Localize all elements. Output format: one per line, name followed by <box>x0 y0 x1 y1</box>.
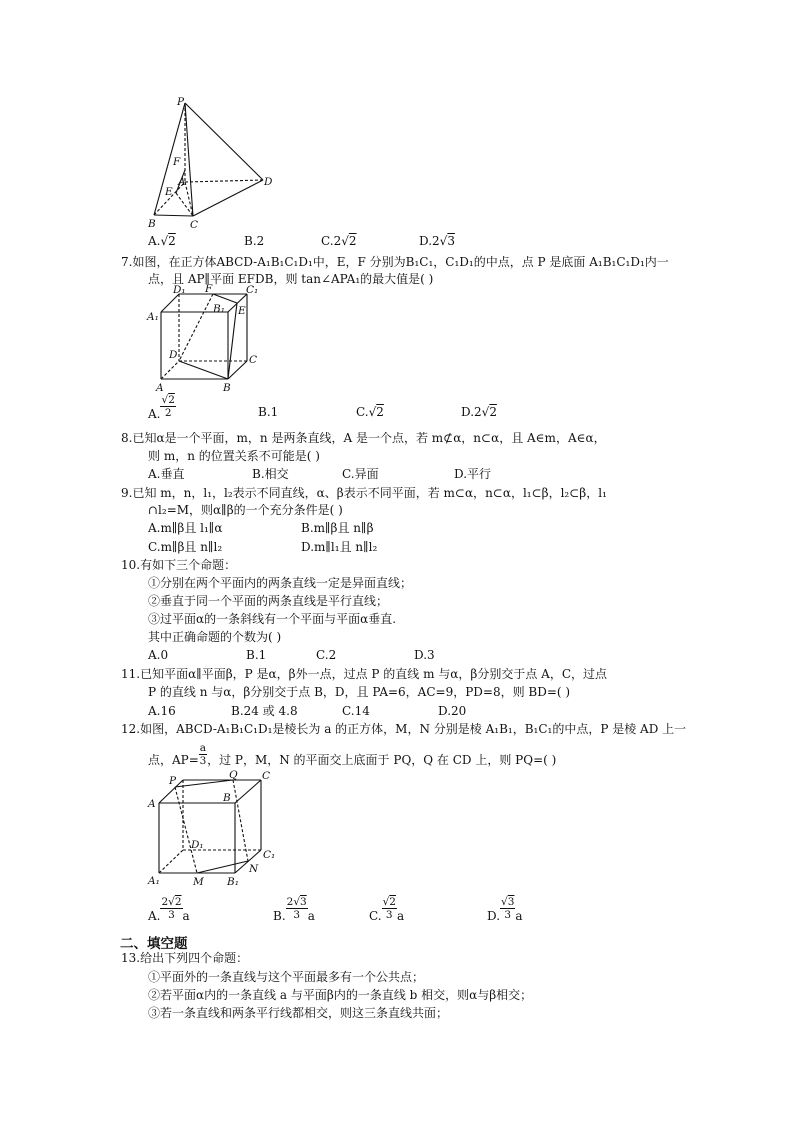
q13-item2: ②若平面α内的一条直线 a 与平面β内的一条直线 b 相交，则α与β相交； <box>148 988 533 1002</box>
svg-text:D: D <box>264 176 273 188</box>
q8-option-b[interactable]: B.相交 <box>252 467 289 481</box>
svg-text:D₁: D₁ <box>191 839 204 851</box>
q7-option-b[interactable]: B.1 <box>258 405 279 419</box>
q9-option-a[interactable]: A.m∥β且 l₁∥α <box>148 521 223 535</box>
q11-option-c[interactable]: C.14 <box>342 704 370 718</box>
q9-option-c[interactable]: C.m∥β且 n∥l₂ <box>148 540 223 554</box>
section-heading-fill-in: 二、填空题 <box>120 936 188 952</box>
q6-option-b[interactable]: B.2 <box>244 234 265 248</box>
svg-text:Q: Q <box>229 770 238 781</box>
svg-text:A: A <box>156 382 164 394</box>
q6-option-a[interactable]: A.√2 <box>148 234 176 248</box>
svg-text:D₁: D₁ <box>173 284 186 296</box>
q10-prompt: 其中正确命题的个数为( ) <box>148 630 282 644</box>
svg-text:C₁: C₁ <box>246 284 259 296</box>
q7-option-a[interactable]: A. $\frac{√2}{2}$ <box>148 394 175 421</box>
svg-text:F: F <box>205 284 213 295</box>
q10-option-c[interactable]: C.2 <box>316 648 337 662</box>
q8-options <box>148 467 492 481</box>
svg-text:B₁: B₁ <box>213 303 225 315</box>
q7-option-c[interactable]: C.√2 <box>356 405 384 419</box>
svg-text:C₁: C₁ <box>263 849 276 861</box>
q12-option-c[interactable]: C. $\frac{√2}{3}$ a <box>369 896 405 923</box>
q8-line1: 8.已知α是一个平面，m，n 是两条直线，A 是一个点，若 m⊄α，n⊂α，且 A∈m，A∈α， <box>121 431 606 445</box>
q12-line1: 12.如图，ABCD-A₁B₁C₁D₁是棱长为 a 的正方体，M，N 分别是棱 A₁B₁，B₁C₁的中点，P 是棱 AD 上一 <box>121 722 687 736</box>
q6-options <box>148 234 455 248</box>
svg-text:A₁: A₁ <box>147 311 159 323</box>
q9-line2: ∩l₂=M，则α∥β的一个充分条件是( ) <box>148 503 343 517</box>
q10-option-a[interactable]: A.0 <box>148 648 169 662</box>
svg-text:P: P <box>169 775 177 787</box>
svg-text:A: A <box>148 798 156 810</box>
svg-text:P: P <box>177 96 185 108</box>
q13-item3: ③若一条直线和两条平行线都相交，则这三条直线共面； <box>148 1006 449 1020</box>
svg-text:A: A <box>178 176 186 188</box>
svg-text:A₁: A₁ <box>148 875 160 887</box>
svg-text:C: C <box>249 354 258 366</box>
q8-option-d[interactable]: D.平行 <box>454 467 492 481</box>
q13-line1: 13.给出下列四个命题： <box>121 951 249 965</box>
q9-option-b[interactable]: B.m∥β且 n∥β <box>301 521 374 535</box>
q9-option-d[interactable]: D.m∥l₁且 n∥l₂ <box>301 540 378 554</box>
q7-option-d[interactable]: D.2√2 <box>461 405 497 419</box>
q8-option-c[interactable]: C.异面 <box>342 467 379 481</box>
svg-text:E: E <box>165 186 173 198</box>
q12-option-d[interactable]: D. $\frac{√3}{3}$ a <box>487 896 523 923</box>
svg-text:B: B <box>223 382 231 394</box>
q12-line2-prefix: 点，AP= <box>148 753 199 767</box>
fraction-a-over-3: $\frac{a}{3}$ <box>199 742 207 767</box>
q8-line2: 则 m，n 的位置关系不可能是( ) <box>148 449 320 463</box>
svg-text:B: B <box>223 792 231 804</box>
q11-option-d[interactable]: D.20 <box>438 704 467 718</box>
q10-option-d[interactable]: D.3 <box>414 648 435 662</box>
q8-option-a[interactable]: A.垂直 <box>148 467 185 481</box>
q6-option-d[interactable]: D.2√3 <box>419 234 455 248</box>
q12-option-a[interactable]: A. $\frac{2√2}{3}$ a <box>148 896 190 923</box>
svg-text:E: E <box>238 305 246 317</box>
q11-option-b[interactable]: B.24 或 4.8 <box>231 704 298 718</box>
svg-text:B: B <box>148 218 156 230</box>
svg-text:N: N <box>249 863 259 875</box>
q10-options <box>148 648 435 662</box>
q9-line1: 9.已知 m，n，l₁，l₂表示不同直线，α、β表示不同平面，若 m⊂α，n⊂α，l₁⊂β，l₂⊂β，l₁ <box>121 486 607 500</box>
pyramid-figure <box>140 95 280 235</box>
svg-text:M: M <box>193 876 204 888</box>
q12-option-b[interactable]: B. $\frac{2√3}{3}$ a <box>273 896 315 923</box>
q7-line1: 7.如图，在正方体ABCD-A₁B₁C₁D₁中，E，F 分别为B₁C₁，C₁D₁的中点，点 P 是底面 A₁B₁C₁D₁内一 <box>121 255 669 269</box>
q11-line1: 11.已知平面α∥平面β，P 是α，β外一点，过点 P 的直线 m 与α，β分别交于点 A，C，过点 <box>121 667 608 681</box>
q10-item2: ②垂直于同一个平面的两条直线是平行直线； <box>148 594 389 608</box>
svg-text:C: C <box>262 770 271 782</box>
q10-item1: ①分别在两个平面内的两条直线一定是异面直线； <box>148 576 413 590</box>
q10-item3: ③过平面α的一条斜线有一个平面与平面α垂直. <box>148 612 397 626</box>
cube-figure-q7 <box>143 284 263 396</box>
q9-options-row2 <box>148 540 378 554</box>
q6-option-c[interactable]: C.2√2 <box>321 234 357 248</box>
svg-text:F: F <box>173 156 181 168</box>
svg-text:C: C <box>190 219 199 231</box>
svg-text:B₁: B₁ <box>227 876 239 888</box>
q10-line1: 10.有如下三个命题： <box>121 558 237 572</box>
q10-option-b[interactable]: B.1 <box>246 648 267 662</box>
q9-options-row1 <box>148 521 374 535</box>
q7-line2: 点，且 AP∥平面 EFDB，则 tan∠APA₁的最大值是( ) <box>148 272 434 286</box>
q11-options <box>148 704 467 718</box>
q13-item1: ①平面外的一条直线与这个平面最多有一个公共点； <box>148 970 425 984</box>
q11-line2: P 的直线 n 与α，β分别交于点 B，D，且 PA=6，AC=9，PD=8，则 BD=( ) <box>148 685 571 699</box>
cube-figure-q12 <box>143 770 283 890</box>
svg-text:D: D <box>169 349 178 361</box>
q12-line2-suffix: ，过 P，M，N 的平面交上底面于 PQ，Q 在 CD 上，则 PQ=( ) <box>207 753 557 767</box>
q11-option-a[interactable]: A.16 <box>148 704 176 718</box>
